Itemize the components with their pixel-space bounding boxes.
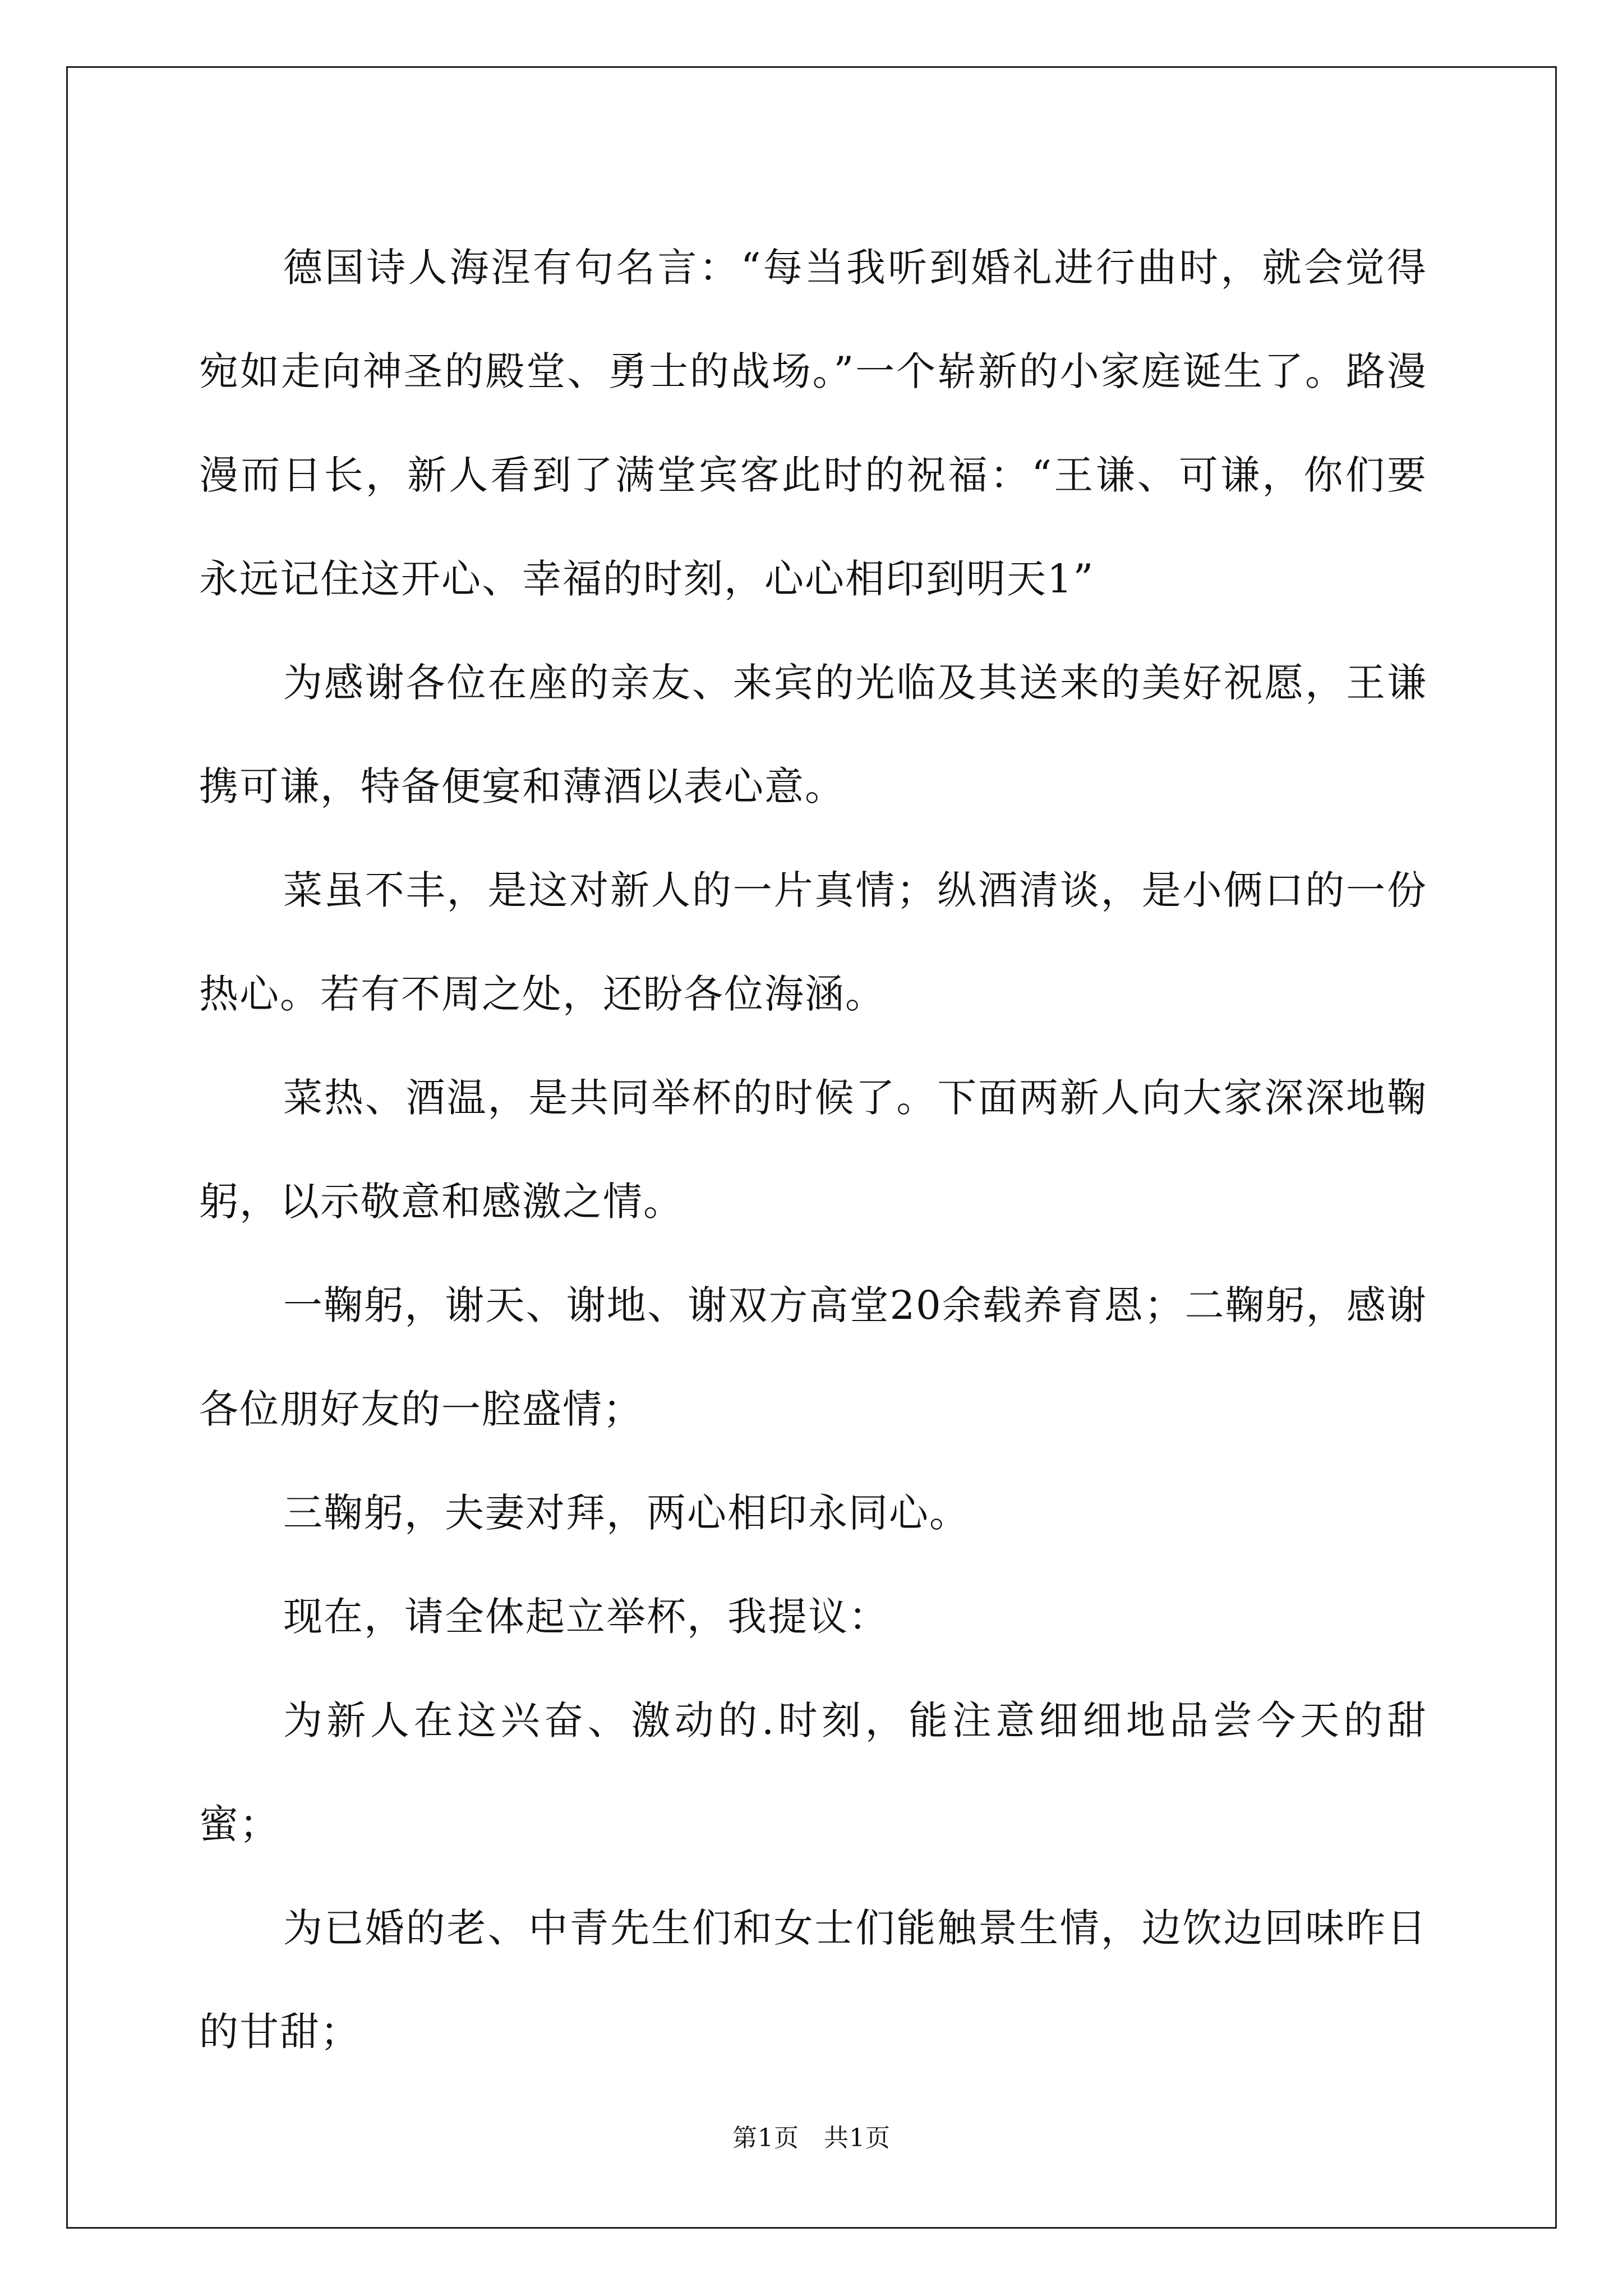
paragraph: 菜虽不丰，是这对新人的一片真情；纵酒清谈，是小俩口的一份热心。若有不周之处，还盼各位海涵。: [199, 867, 1427, 1017]
paragraph: 为感谢各位在座的亲友、来宾的光临及其送来的美好祝愿，王谦携可谦，特备便宴和薄酒以表心意。: [199, 660, 1427, 809]
paragraph: 德国诗人海涅有句名言：“每当我听到婚礼进行曲时，就会觉得宛如走向神圣的殿堂、勇士的战场。”一个崭新的小家庭诞生了。路漫漫而日长，新人看到了满堂宾客此时的祝福：“王谦、可谦，你们要永远记住这开心、幸福的时刻，心心相印到明天1”: [199, 245, 1427, 602]
paragraph: 一鞠躬，谢天、谢地、谢双方高堂20余载养育恩；二鞠躬，感谢各位朋好友的一腔盛情；: [199, 1282, 1427, 1432]
page-number: 第1页: [732, 2124, 799, 2152]
page-footer: [0, 2118, 1623, 2154]
page-count: 共1页: [824, 2124, 891, 2152]
paragraph: 为新人在这兴奋、激动的.时刻，能注意细细地品尝今天的甜蜜；: [199, 1697, 1427, 1847]
paragraph: 菜热、酒温，是共同举杯的时候了。下面两新人向大家深深地鞠躬，以示敬意和感激之情。: [199, 1075, 1427, 1225]
document-body: [199, 216, 1427, 2084]
paragraph: 现在，请全体起立举杯，我提议：: [283, 1594, 889, 1640]
paragraph: 为已婚的老、中青先生们和女士们能触景生情，边饮边回味昨日的甘甜；: [199, 1905, 1427, 2055]
paragraph: 三鞠躬，夫妻对拜，两心相印永同心。: [283, 1490, 970, 1536]
